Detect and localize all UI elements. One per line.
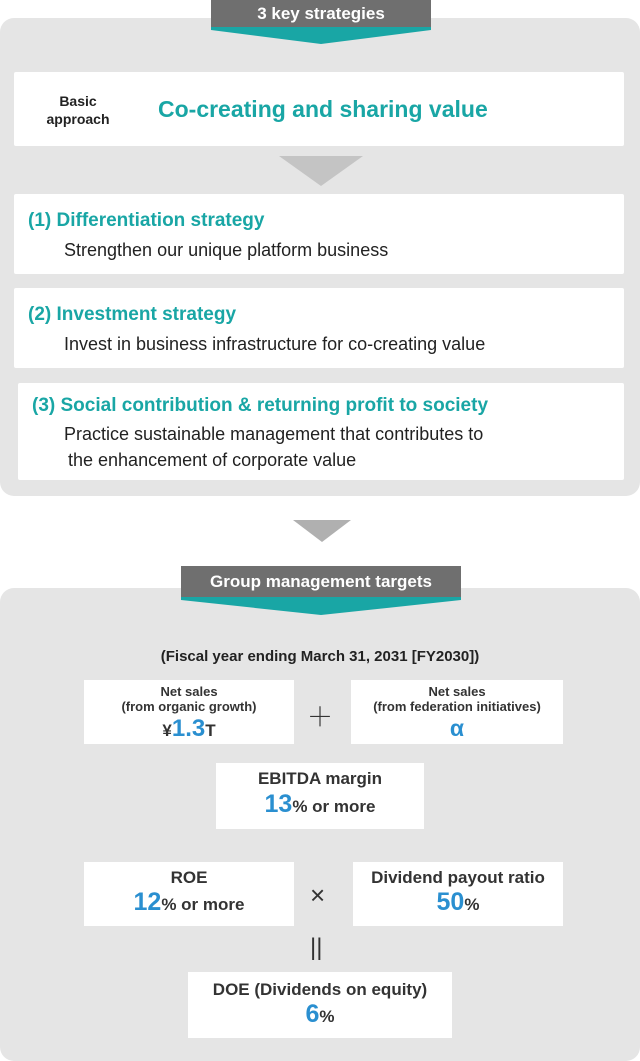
doe-value: 6 <box>305 1000 320 1028</box>
down-arrow-icon <box>279 156 363 186</box>
strategy-card-differentiation <box>14 194 624 274</box>
basic-approach-label <box>14 92 142 128</box>
net-sales-federation-sublabel: (from federation initiatives) <box>373 699 541 714</box>
strategies-banner: 3 key strategies <box>211 0 431 30</box>
strategy-title: (2) Investment strategy <box>28 304 237 325</box>
basic-approach-box <box>14 72 624 146</box>
net-sales-organic-value: 1.3 <box>171 715 206 742</box>
currency-symbol: ¥ <box>162 721 172 740</box>
basic-approach-label-line2: approach <box>46 111 110 127</box>
net-sales-federation-value: α <box>449 715 465 741</box>
dividend-payout-box <box>353 862 563 926</box>
net-sales-organic-box <box>84 680 294 744</box>
ebitda-margin-box <box>216 763 424 829</box>
net-sales-federation-label: Net sales <box>428 684 486 699</box>
doe-box <box>188 972 452 1038</box>
strategy-card-investment <box>14 288 624 368</box>
down-arrow-icon <box>293 520 351 542</box>
ebitda-margin-unit: % or more <box>292 797 376 816</box>
roe-box <box>84 862 294 926</box>
basic-approach-label-line1: Basic <box>59 93 97 109</box>
net-sales-federation-box <box>351 680 563 744</box>
strategies-banner-pointer <box>211 30 431 44</box>
targets-banner-pointer <box>181 600 461 615</box>
strategy-title: (3) Social contribution & returning profit to society <box>32 395 489 416</box>
plus-icon: ＋ <box>307 702 334 732</box>
strategy-card-social-contribution <box>18 383 624 480</box>
fiscal-year-label: (Fiscal year ending March 31, 2031 [FY2030]) <box>160 648 480 665</box>
dividend-payout-label: Dividend payout ratio <box>371 868 545 887</box>
doe-label: DOE (Dividends on equity) <box>212 980 428 999</box>
dividend-payout-unit: % <box>464 895 480 914</box>
net-sales-organic-label: Net sales <box>160 684 218 699</box>
basic-approach-title: Co-creating and sharing value <box>158 96 488 122</box>
roe-label: ROE <box>170 868 208 887</box>
roe-unit: % or more <box>161 895 245 914</box>
ebitda-margin-label: EBITDA margin <box>257 769 383 788</box>
targets-banner: Group management targets <box>181 566 461 600</box>
net-sales-organic-sublabel: (from organic growth) <box>121 699 257 714</box>
doe-unit: % <box>319 1007 335 1026</box>
strategy-description-line2: the enhancement of corporate value <box>68 450 357 470</box>
strategy-description: Strengthen our unique platform business <box>64 240 389 260</box>
equals-icon: || <box>310 934 323 961</box>
strategy-description-line1: Practice sustainable management that contributes to <box>64 424 484 444</box>
multiply-icon: × <box>310 880 326 910</box>
dividend-payout-value: 50 <box>436 888 465 916</box>
roe-value: 12 <box>133 888 162 916</box>
net-sales-organic-unit: T <box>205 721 216 740</box>
strategy-title: (1) Differentiation strategy <box>28 210 265 231</box>
ebitda-margin-value: 13 <box>264 790 293 818</box>
strategy-description: Invest in business infrastructure for co-creating value <box>64 334 486 354</box>
